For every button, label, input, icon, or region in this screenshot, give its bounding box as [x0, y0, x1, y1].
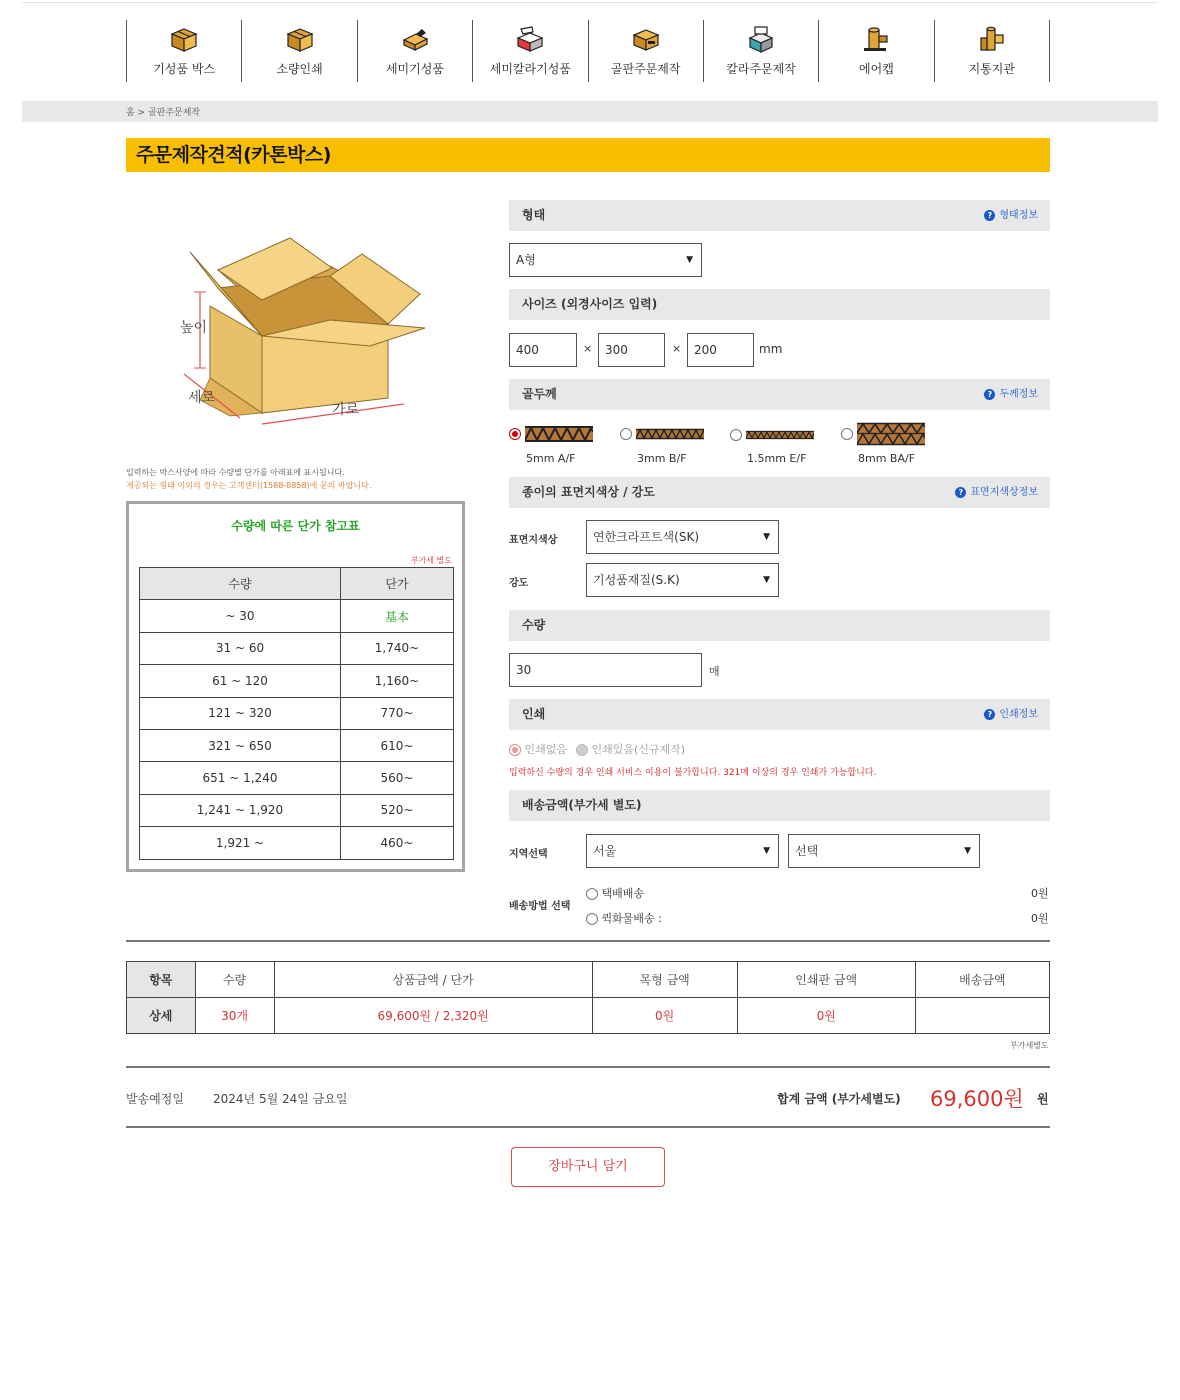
summary-table — [126, 961, 1050, 1034]
district-value: 선택 — [795, 844, 819, 858]
district-select[interactable] — [788, 834, 980, 868]
print-info-link[interactable] — [984, 699, 1038, 730]
strength-value: 기성품재질(S.K) — [593, 573, 680, 587]
table-row — [140, 632, 454, 664]
total-label: 합계 금액 (부가세별도) — [777, 1092, 901, 1106]
summary-header-row — [127, 962, 1050, 998]
category-label: 골판주문제작 — [610, 62, 681, 76]
depth-input[interactable]: 300 — [598, 333, 665, 367]
divider — [126, 1126, 1050, 1128]
flute-radio[interactable] — [620, 428, 632, 440]
quantity-cell: ~ 30 — [140, 600, 341, 632]
width-label: 가로 — [332, 402, 360, 418]
print-new-radio[interactable] — [576, 744, 588, 756]
info-label: 형태정보 — [999, 210, 1038, 221]
price-cell: 560~ — [341, 762, 454, 794]
surface-color-select[interactable] — [586, 520, 779, 554]
page-title: 주문제작견적(카톤박스) — [136, 144, 331, 166]
print-none-label: 인쇄없음 — [524, 743, 568, 756]
table-row — [140, 729, 454, 761]
region-label: 지역선택 — [509, 849, 548, 860]
ship-date: 2024년 5월 24일 금요일 — [213, 1092, 348, 1106]
title-band — [126, 138, 1050, 172]
table-row — [140, 665, 454, 697]
total-amount: 69,600원 — [930, 1087, 1024, 1111]
quick-delivery-option[interactable] — [586, 910, 662, 926]
quantity-cell: 121 ~ 320 — [140, 697, 341, 729]
category-small-print[interactable] — [241, 20, 356, 82]
size-unit: mm — [759, 342, 783, 356]
dropdown-arrow-icon: ▼ — [686, 255, 693, 265]
help-icon: ? — [984, 210, 995, 221]
category-semi-ready[interactable] — [357, 20, 472, 82]
flute-label: 5mm A/F — [526, 452, 576, 465]
divider — [126, 1066, 1050, 1068]
summary-cell: 0원 — [592, 998, 737, 1034]
quick-radio[interactable] — [586, 913, 598, 925]
parcel-delivery-option[interactable] — [586, 885, 644, 901]
color-box-icon — [515, 26, 545, 54]
price-cell: 基本 — [341, 600, 454, 632]
flute-bf-icon — [636, 428, 704, 440]
column-header: 상품금액 / 단가 — [274, 962, 592, 998]
category-color-custom[interactable] — [703, 20, 818, 82]
note-price-display: 입력하는 박스사양에 따라 수량별 단가를 아래표에 표시됩니다. — [126, 468, 345, 477]
category-nav — [126, 20, 1050, 82]
table-header-row — [140, 568, 454, 600]
flute-option-ef[interactable] — [730, 429, 814, 441]
roll-icon — [861, 26, 891, 54]
total-currency: 원 — [1037, 1092, 1049, 1106]
quantity-cell: 31 ~ 60 — [140, 632, 341, 664]
quantity-cell: 1,241 ~ 1,920 — [140, 794, 341, 826]
price-cell: 520~ — [341, 794, 454, 826]
quantity-cell: 651 ~ 1,240 — [140, 762, 341, 794]
flute-option-bf[interactable] — [620, 428, 704, 440]
section-label: 골두께 — [522, 387, 557, 401]
category-corrugated-custom[interactable] — [588, 20, 703, 82]
height-label: 높이 — [180, 320, 208, 336]
column-header: 수량 — [195, 962, 274, 998]
help-icon: ? — [984, 709, 995, 720]
info-label: 표면지색상정보 — [970, 487, 1038, 498]
flute-ef-icon — [746, 430, 814, 440]
price-cell: 770~ — [341, 697, 454, 729]
table-row — [140, 762, 454, 794]
section-shipping — [509, 790, 1050, 821]
category-label: 기성품 박스 — [153, 62, 216, 76]
add-to-cart-button[interactable]: 장바구니 담기 — [511, 1147, 665, 1187]
flute-radio[interactable] — [730, 429, 742, 441]
flute-option-af[interactable] — [509, 424, 593, 444]
shape-info-link[interactable] — [984, 200, 1038, 231]
breadcrumb[interactable]: 홈 > 골판주문제작 — [126, 108, 201, 118]
section-label: 배송금액(부가세 별도) — [522, 798, 642, 812]
parcel-radio[interactable] — [586, 888, 598, 900]
depth-label: 세로 — [188, 390, 216, 406]
box-illustration — [170, 228, 440, 438]
corrugated-box-icon — [631, 26, 661, 54]
table-row — [140, 600, 454, 632]
summary-cell: 상세 — [127, 998, 196, 1034]
parcel-label: 택배배송 — [601, 887, 645, 900]
category-paper-tube[interactable] — [934, 20, 1050, 82]
section-quantity — [509, 610, 1050, 641]
summary-cell — [915, 998, 1049, 1034]
summary-cell: 69,600원 / 2,320원 — [274, 998, 592, 1034]
print-warning: 입력하신 수량의 경우 인쇄 서비스 이용이 불가합니다. 321매 이상의 경우 인쇄가 가능합니다. — [509, 768, 877, 778]
flute-label: 1.5mm E/F — [747, 452, 807, 465]
category-label: 칼라주문제작 — [726, 62, 796, 76]
category-label: 에어캡 — [859, 62, 894, 76]
summary-row — [127, 998, 1050, 1034]
category-semi-color[interactable] — [472, 20, 587, 82]
flute-label: 3mm B/F — [637, 452, 687, 465]
quantity-cell: 1,921 ~ — [140, 827, 341, 859]
print-none-radio[interactable] — [509, 744, 521, 756]
shape-select[interactable] — [509, 243, 702, 277]
parcel-price: 0원 — [1031, 887, 1049, 900]
width-input[interactable]: 400 — [509, 333, 577, 367]
print-box-icon — [746, 26, 776, 54]
category-label: 세미칼라기성품 — [489, 62, 571, 76]
height-input[interactable]: 200 — [687, 333, 754, 367]
region-value: 서울 — [593, 844, 617, 858]
top-divider — [22, 2, 1158, 3]
flute-af-icon — [525, 424, 593, 444]
price-table — [139, 567, 454, 860]
print-new-option[interactable] — [576, 741, 685, 757]
category-label: 세미기성품 — [385, 62, 444, 76]
times-sign: × — [583, 342, 593, 355]
column-header-quantity: 수량 — [140, 568, 341, 600]
price-table-title: 수량에 따른 단가 참고표 — [231, 519, 360, 533]
ship-date-label: 발송예정일 — [126, 1092, 184, 1106]
section-paper — [509, 477, 1050, 508]
price-cell: 1,740~ — [341, 632, 454, 664]
tube-icon — [977, 26, 1007, 54]
quantity-unit: 매 — [709, 665, 720, 678]
column-header: 배송금액 — [915, 962, 1049, 998]
section-shape — [509, 200, 1050, 231]
flute-option-baf[interactable] — [841, 422, 925, 446]
dropdown-arrow-icon: ▼ — [763, 575, 770, 585]
vat-note: 부가세 별도 — [410, 556, 452, 565]
summary-cell: 0원 — [737, 998, 915, 1034]
quick-price: 0원 — [1031, 912, 1049, 925]
print-none-option[interactable] — [509, 741, 567, 757]
column-header: 항목 — [127, 962, 196, 998]
column-header-unit-price: 단가 — [341, 568, 454, 600]
table-row — [140, 827, 454, 859]
section-label: 형태 — [522, 208, 546, 222]
help-icon: ? — [955, 487, 966, 498]
region-select[interactable] — [586, 834, 779, 868]
open-box-icon — [400, 26, 430, 54]
price-cell: 460~ — [341, 827, 454, 859]
price-cell: 1,160~ — [341, 665, 454, 697]
help-icon: ? — [984, 389, 995, 400]
quick-label: 퀵화물배송 : — [601, 912, 662, 925]
dropdown-arrow-icon: ▼ — [763, 532, 770, 542]
section-size — [509, 289, 1050, 320]
flute-baf-icon — [857, 422, 925, 446]
quantity-input[interactable]: 30 — [509, 653, 702, 687]
strength-select[interactable] — [586, 563, 779, 597]
dropdown-arrow-icon: ▼ — [964, 846, 971, 856]
box-icon — [285, 26, 315, 54]
table-row — [140, 794, 454, 826]
section-label: 인쇄 — [522, 707, 546, 721]
column-header: 목형 금액 — [592, 962, 737, 998]
quantity-cell: 61 ~ 120 — [140, 665, 341, 697]
flute-label: 8mm BA/F — [858, 452, 916, 465]
print-new-label: 인쇄있음(신규제작) — [591, 743, 686, 756]
price-reference-box — [126, 501, 465, 872]
info-label: 두께정보 — [999, 389, 1038, 400]
section-label: 사이즈 (외경사이즈 입력) — [522, 297, 658, 311]
strength-label: 강도 — [509, 578, 529, 589]
section-label: 수량 — [522, 618, 546, 632]
section-print — [509, 699, 1050, 730]
flute-radio[interactable] — [841, 428, 853, 440]
dropdown-arrow-icon: ▼ — [763, 846, 770, 856]
category-aircap[interactable] — [818, 20, 933, 82]
paper-info-link[interactable] — [955, 477, 1038, 508]
section-label: 종이의 표면지색상 / 강도 — [522, 485, 655, 499]
category-ready-made-box[interactable] — [126, 20, 241, 82]
column-header: 인쇄판 금액 — [737, 962, 915, 998]
surface-color-value: 연한크라프트색(SK) — [593, 530, 699, 544]
section-flute — [509, 379, 1050, 410]
box-icon — [169, 26, 199, 54]
times-sign: × — [672, 342, 682, 355]
summary-vat-note: 부가세별도 — [1010, 1041, 1049, 1050]
divider — [126, 940, 1050, 942]
category-label: 소량인쇄 — [276, 62, 323, 76]
shape-select-value: A형 — [516, 253, 536, 267]
flute-info-link[interactable] — [984, 379, 1038, 410]
table-row — [140, 697, 454, 729]
flute-radio[interactable] — [509, 428, 521, 440]
quantity-cell: 321 ~ 650 — [140, 729, 341, 761]
category-label: 지통지관 — [968, 62, 1015, 76]
price-cell: 610~ — [341, 729, 454, 761]
note-contact: 제공되는 형태 이외의 경우는 고객센터(1588-8858)에 문의 바랍니다. — [126, 481, 372, 490]
shipping-method-label: 배송방법 선택 — [509, 901, 571, 912]
surface-color-label: 표면지색상 — [509, 535, 558, 546]
summary-cell: 30개 — [195, 998, 274, 1034]
info-label: 인쇄정보 — [999, 709, 1038, 720]
